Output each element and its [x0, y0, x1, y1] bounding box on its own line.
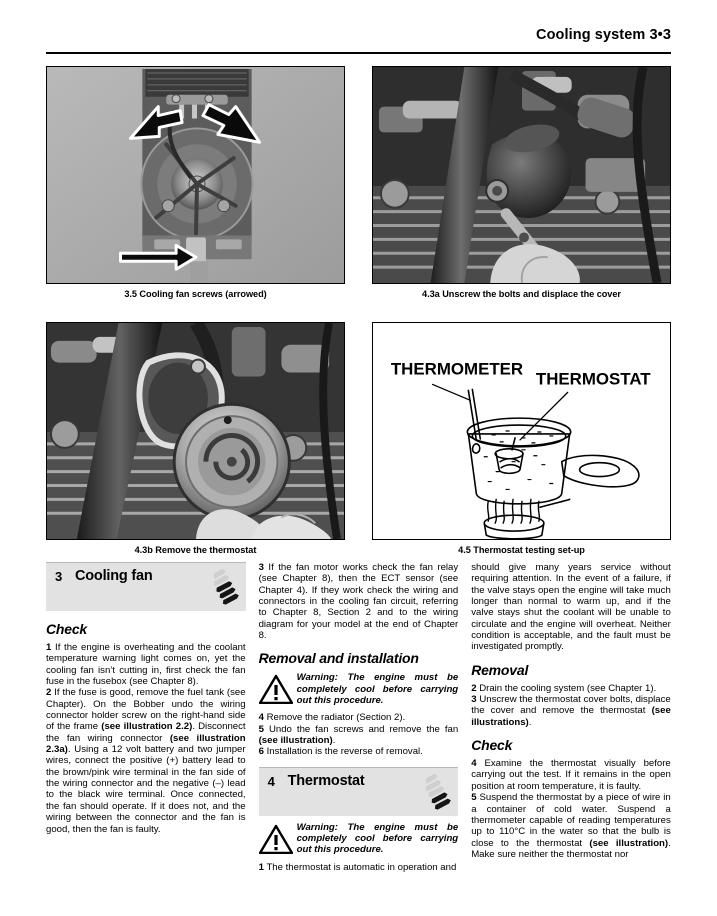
- paragraph-thermostat-1: [259, 862, 459, 873]
- section-title: Cooling fan: [75, 568, 153, 584]
- paragraph-4: [471, 758, 671, 792]
- paragraph-4: [259, 712, 459, 723]
- paragraph-5: [471, 792, 671, 860]
- section-number: 4: [267, 773, 275, 789]
- paragraph-number: 5: [258, 723, 264, 735]
- warning-text: Warning: The engine must be completely cool before carrying out this procedure.: [296, 821, 459, 856]
- paragraph-text: If the fuse is good, remove the fuel tank (see Chapter). On the Bobber undo the wiring connector holder screw on the right-hand side of the frame (see illustration 2.2). Disconnect the fan wiring connector (see illustration 2.3a). Using a 12 volt battery and two jumper wires, connect the positive (+) battery lead to the brown/pink wire terminal in the fan side of the wiring connector and the negative (–) lead to the black wire terminal. Once connected, the fan should operate. If it does not, and the wiring between the connector and the fan is good, then the fan is faulty.: [46, 687, 246, 835]
- paragraph-number: 4: [258, 712, 264, 724]
- paragraph-text: If the engine is overheating and the coolant temperature warning light comes on, yet the cooling fan isn’t cutting in, first check the fan fuse in the fusebox (see Chapter 8).: [46, 642, 246, 688]
- page-header: [46, 26, 671, 44]
- warning-triangle-icon: [259, 672, 297, 709]
- paragraph-6: [259, 746, 459, 757]
- paragraph-number: 2: [46, 687, 52, 699]
- paragraph-text: The thermostat is automatic in operation and: [266, 861, 457, 873]
- warning-text: Warning: The engine must be completely cool before carrying out this procedure.: [296, 672, 459, 707]
- column-1: [46, 562, 246, 873]
- paragraph-text: Suspend the thermostat by a piece of wire in a container of cold water. Suspend a thermometer capable of reading temperatures up to 110°C in the water so that the bulb is close to the thermostat (see illustration). Make sure neither the thermostat nor: [471, 792, 671, 860]
- paragraph-number: 3: [258, 562, 264, 573]
- subheading-removal: Removal: [471, 661, 529, 678]
- paragraph-number: 1: [46, 642, 52, 653]
- section-header-thermostat: [259, 767, 459, 816]
- section-header-cooling-fan: [46, 562, 246, 611]
- figure-4-5-caption: 4.5 Thermostat testing set-up: [458, 545, 585, 555]
- figure-3-5: [46, 66, 345, 299]
- paragraph-5: [259, 724, 459, 747]
- paragraph-continuation: [471, 562, 671, 653]
- warning-triangle-icon: [259, 822, 297, 859]
- warning-block-thermostat: [259, 822, 459, 859]
- paragraph-number: 1: [258, 861, 264, 873]
- figure-3-5-image: [46, 66, 345, 284]
- paragraph-text: Undo the fan screws and remove the fan (see illustration).: [258, 723, 459, 747]
- subheading-removal-and-installation: Removal and installation: [258, 650, 419, 667]
- figure-4-3a-caption: 4.3a Unscrew the bolts and displace the cover: [422, 289, 621, 299]
- figure-4-5: [372, 322, 671, 555]
- paragraph-text: Examine the thermostat visually before carrying out the test. If it remains in the open position at room temperature, it is faulty.: [471, 758, 671, 792]
- figure-4-3a-image: [372, 66, 671, 284]
- figure-4-3b: [46, 322, 345, 555]
- section-title: Thermostat: [287, 772, 365, 789]
- paragraph-3: [259, 562, 459, 641]
- paragraph-text: Installation is the reverse of removal.: [266, 746, 423, 758]
- paragraph-2: [46, 687, 246, 834]
- paragraph-number: 4: [471, 758, 477, 770]
- subheading-check: Check: [46, 621, 88, 637]
- column-2: [259, 562, 459, 873]
- paragraph-text: If the fan motor works check the fan relay (see Chapter 8), then the ECT sensor (see Chapter 4). If they work check the wiring and connectors in the cooling fan circuit, referring to Chapter 8, Section 2 and to the wiring diagram for your model at the end of Chapter 8.: [258, 562, 459, 642]
- paragraph-text: Remove the radiator (Section 2).: [266, 712, 406, 724]
- paragraph-number: 5: [471, 792, 477, 804]
- figure-4-3a: [372, 66, 671, 299]
- figure-3-5-caption: 3.5 Cooling fan screws (arrowed): [124, 289, 267, 299]
- page-title: Cooling system 3•3: [536, 27, 671, 43]
- thermometer-label: THERMOMETER: [390, 359, 524, 379]
- column-3: [471, 562, 671, 873]
- paragraph-3: [471, 694, 671, 728]
- paragraph-text: Drain the cooling system (see Chapter 1).: [479, 682, 657, 694]
- paragraph-text: Unscrew the thermostat cover bolts, displace the cover and remove the thermostat (see illustrations).: [471, 694, 671, 728]
- warning-block-fan: [259, 672, 459, 709]
- figure-4-3b-caption: 4.3b Remove the thermostat: [134, 545, 257, 555]
- section-number: 3: [55, 569, 63, 584]
- paragraph-number: 3: [471, 694, 477, 706]
- paragraph-number: 2: [471, 682, 477, 694]
- spanner-rating-icon: [426, 771, 452, 815]
- subheading-check: Check: [471, 737, 513, 754]
- header-rule: [46, 52, 671, 54]
- figure-4-5-image: [372, 322, 671, 540]
- paragraph-2: [471, 683, 671, 694]
- paragraph-number: 6: [258, 746, 264, 758]
- paragraph-text: should give many years service without requiring attention. In the event of a failure, if the valve stays open the engine will take much longer than normal to warm up, and if the valve stays shut the coolant will be unable to circulate and the engine will overheat. Neither condition is acceptable, and the fault must be investigated promptly.: [471, 562, 671, 653]
- figure-grid: [46, 66, 671, 555]
- text-columns: [46, 562, 671, 873]
- figure-4-3b-image: [46, 322, 345, 540]
- paragraph-1: [46, 642, 246, 687]
- spanner-rating-icon: [214, 566, 240, 610]
- thermostat-label: THERMOSTAT: [535, 369, 651, 389]
